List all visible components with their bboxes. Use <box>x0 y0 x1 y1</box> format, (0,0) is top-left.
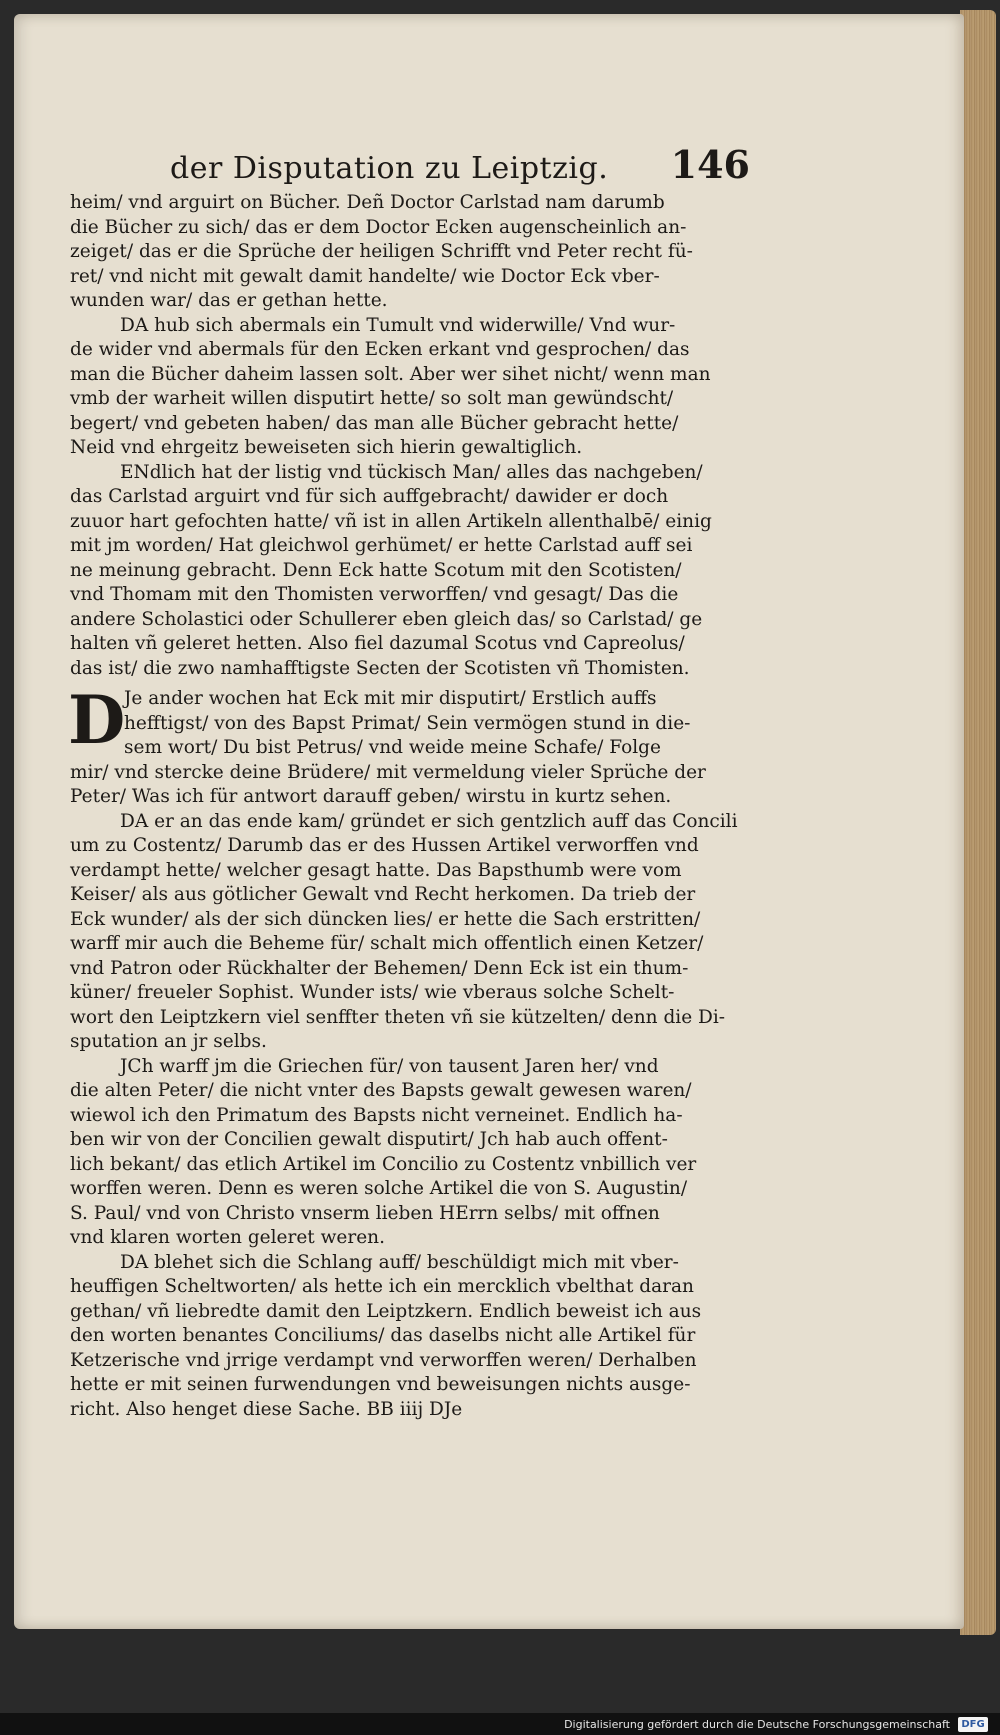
text-line: de wider vnd abermals für den Ecken erkant vnd gesprochen/ das <box>70 339 690 360</box>
text-line: wunden war/ das er gethan hette. <box>70 290 388 311</box>
text-line: DA hub sich abermals ein Tumult vnd widerwille/ Vnd wur- <box>120 314 676 336</box>
text-line: hefftigst/ von des Bapst Primat/ Sein vermögen stund in die- <box>124 712 691 734</box>
text-line: S. Paul/ vnd von Christo vnserm lieben HErrn selbs/ mit offnen <box>70 1202 660 1224</box>
text-line: mir/ vnd stercke deine Brüdere/ mit vermeldung vieler Sprüche der <box>70 761 706 783</box>
text-line: begert/ vnd gebeten haben/ das man alle Bücher gebracht hette/ <box>70 412 679 434</box>
text-line: heim/ vnd arguirt on Bücher. Deñ Doctor Carlstad nam darumb <box>70 192 665 213</box>
text-line: vnd Patron oder Rückhalter der Behemen/ Denn Eck ist ein thum- <box>70 957 689 979</box>
page-edge <box>960 10 996 1635</box>
text-line: um zu Costentz/ Darumb das er des Hussen Artikel verworffen vnd <box>70 835 699 856</box>
page-number: 146 <box>670 142 750 187</box>
text-line: vnd klaren worten geleret weren. <box>70 1227 385 1248</box>
running-title: der Disputation zu Leiptzig. <box>170 151 609 186</box>
text-line: Ketzerische vnd jrrige verdampt vnd verworffen weren/ Derhalben <box>70 1349 697 1371</box>
text-line: das ist/ die zwo namhafftigste Secten der Scotisten vñ Thomisten. <box>70 657 690 679</box>
text-line: warff mir auch die Beheme für/ schalt mich offentlich einen Ketzer/ <box>70 933 704 954</box>
text-line: vnd Thomam mit den Thomisten verworffen/ vnd gesagt/ Das die <box>70 584 679 605</box>
text-line: das Carlstad arguirt vnd für sich auffgebracht/ dawider er doch <box>70 486 669 507</box>
text-line: ne meinung gebracht. Denn Eck hatte Scotum mit den Scotisten/ <box>70 559 682 581</box>
paragraph-5 <box>70 810 750 1055</box>
text-line: wort den Leiptzkern viel senffter theten vñ sie kützelten/ denn die Di- <box>70 1006 726 1028</box>
text-line: wiewol ich den Primatum des Bapsts nicht verneinet. Endlich ha- <box>70 1104 683 1126</box>
text-line: ENdlich hat der listig vnd tückisch Man/ alles das nachgeben/ <box>120 461 703 483</box>
text-block <box>70 142 750 1422</box>
text-line: lich bekant/ das etlich Artikel im Concilio zu Costentz vnbillich ver <box>70 1153 697 1175</box>
text-line: Peter/ Was ich für antwort darauff geben/ wirstu in kurtz sehen. <box>70 786 672 807</box>
text-line: gethan/ vñ liebredte damit den Leiptzkern. Endlich beweist ich aus <box>70 1300 702 1322</box>
text-line: Eck wunder/ als der sich düncken lies/ er hette die Sach erstritten/ <box>70 908 701 930</box>
paragraph-3 <box>70 461 750 682</box>
text-line: andere Scholastici oder Schullerer eben gleich das/ so Carlstad/ ge <box>70 608 703 630</box>
text-line: die alten Peter/ die nicht vnter des Bapsts gewalt gewesen waren/ <box>70 1080 692 1101</box>
text-line: hette er mit seinen furwendungen vnd beweisungen nichts ausge- <box>70 1374 691 1395</box>
paragraph-7 <box>70 1251 750 1423</box>
footer-credit: Digitalisierung gefördert durch die Deutsche Forschungsgemeinschaft <box>564 1718 950 1731</box>
book-page <box>14 14 964 1629</box>
text-line: küner/ freueler Sophist. Wunder ists/ wie vberaus solche Schelt- <box>70 982 675 1003</box>
text-line: sputation an jr selbs. <box>70 1031 267 1052</box>
text-line: man die Bücher daheim lassen solt. Aber wer sihet nicht/ wenn man <box>70 363 711 385</box>
text-line: zuuor hart gefochten hatte/ vñ ist in allen Artikeln allenthalbē/ einig <box>70 510 712 532</box>
paragraph-1 <box>70 191 750 314</box>
text-line: mit jm worden/ Hat gleichwol gerhümet/ er hette Carlstad auff sei <box>70 535 693 556</box>
text-line: richt. Also henget diese Sache. BB iiij DJe <box>70 1398 463 1420</box>
text-line: Keiser/ als aus götlicher Gewalt vnd Recht herkomen. Da trieb der <box>70 884 696 905</box>
paragraph-6 <box>70 1055 750 1251</box>
paragraph-4 <box>68 681 750 810</box>
footer-bar <box>0 1713 1000 1735</box>
text-line: Neid vnd ehrgeitz beweiseten sich hierin gewaltiglich. <box>70 437 583 458</box>
dfg-logo-icon: DFG <box>958 1717 988 1732</box>
text-line: verdampt hette/ welcher gesagt hatte. Das Bapsthumb were vom <box>70 859 682 881</box>
text-line: ret/ vnd nicht mit gewalt damit handelte/ wie Doctor Eck vber- <box>70 265 660 287</box>
text-line: ben wir von der Concilien gewalt disputirt/ Jch hab auch offent- <box>70 1129 668 1150</box>
text-line: heuffigen Scheltworten/ als hette ich ein mercklich vbelthat daran <box>70 1276 694 1297</box>
text-line: DA blehet sich die Schlang auff/ beschüldigt mich mit vber- <box>120 1251 679 1273</box>
text-line: JCh warff jm die Griechen für/ von tausent Jaren her/ vnd <box>120 1055 659 1077</box>
text-line: Je ander wochen hat Eck mit mir disputirt/ Erstlich auffs <box>124 688 657 709</box>
text-line: halten vñ geleret hetten. Also fiel dazumal Scotus vnd Capreolus/ <box>70 633 685 654</box>
running-head <box>170 142 750 187</box>
text-line: DA er an das ende kam/ gründet er sich gentzlich auff das Concili <box>120 810 738 832</box>
text-line: den worten benantes Conciliums/ das daselbs nicht alle Artikel für <box>70 1325 696 1346</box>
text-line: worffen weren. Denn es weren solche Artikel die von S. Augustin/ <box>70 1178 688 1199</box>
drop-cap: D <box>68 681 126 759</box>
text-line: zeiget/ das er die Sprüche der heiligen Schrifft vnd Peter recht fü- <box>70 241 693 262</box>
text-line: vmb der warheit willen disputirt hette/ so solt man gewündscht/ <box>70 388 674 409</box>
text-line: die Bücher zu sich/ das er dem Doctor Ecken augenscheinlich an- <box>70 216 687 238</box>
paragraph-2 <box>70 314 750 461</box>
text-line: sem wort/ Du bist Petrus/ vnd weide meine Schafe/ Folge <box>124 737 661 758</box>
